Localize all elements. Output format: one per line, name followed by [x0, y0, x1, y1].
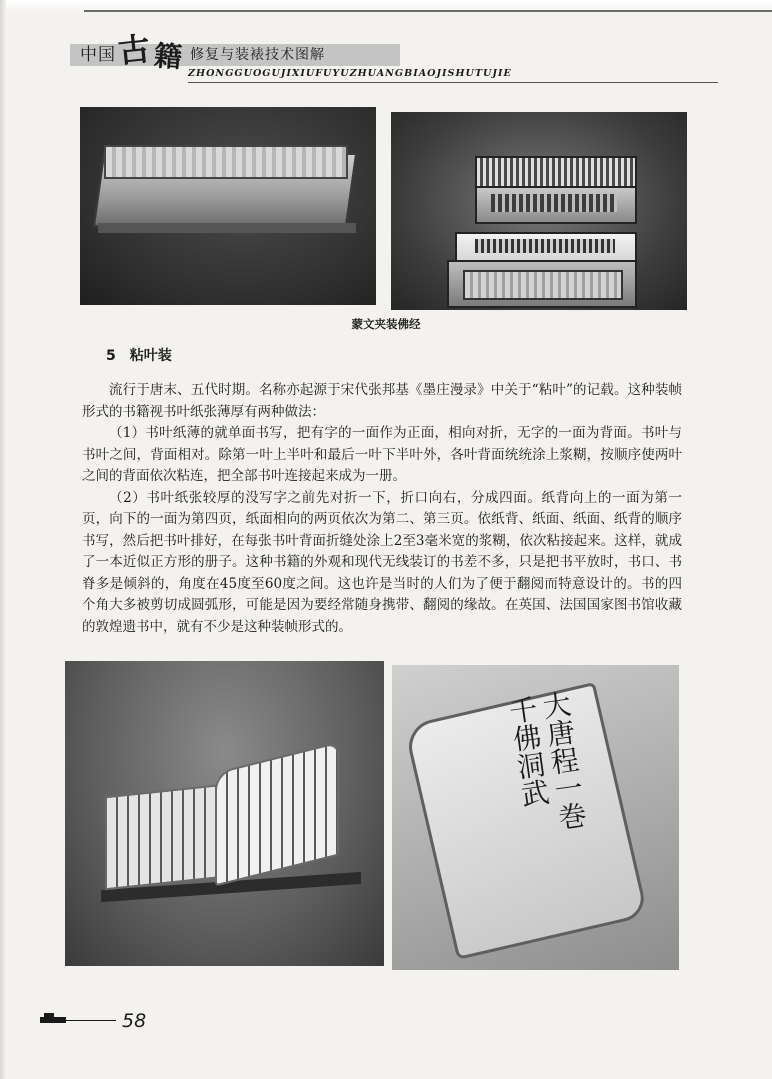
- header-ji-glyph: 籍: [152, 39, 184, 74]
- board-carved: [475, 186, 637, 224]
- photo-sutra-box: [80, 107, 376, 305]
- booklet-cover-title: 大唐程一巻 千佛洞武: [503, 688, 594, 860]
- photo-sutra-boards: [391, 112, 687, 310]
- paragraph: （1）书叶纸薄的就单面书写，把有字的一面作为正面，相向对折，无字的一面为背面。书叶与书叶之间，背面相对。除第一叶上半叶和最后一叶下半叶外，各叶背面统统涂上浆糊，按顺序使两叶之间的背面依次粘连，把全部书叶连接起来成为一册。: [82, 425, 682, 484]
- footer-rule: [66, 1020, 116, 1021]
- booklet-right-page: [215, 742, 339, 887]
- board-top-text: [475, 156, 637, 188]
- board-bottom: [447, 260, 637, 308]
- sutra-box-lid: [104, 145, 348, 179]
- header-rule: [188, 82, 718, 83]
- board-leaf-text: [475, 239, 615, 253]
- paragraph: 流行于唐末、五代时期。名称亦起源于宋代张邦基《墨庄漫录》中关于“粘叶”的记载。这种装帧形式的书籍视书叶纸张薄厚有两种做法：: [82, 382, 682, 420]
- header-china: 中国: [80, 45, 116, 65]
- board-carved-panel: [491, 194, 617, 212]
- board-bottom-panel: [463, 270, 623, 300]
- photo-closed-booklet: [392, 665, 679, 970]
- page-number: 58: [122, 1010, 147, 1032]
- footer-square: [44, 1013, 54, 1023]
- top-rule: [84, 10, 772, 12]
- header-pinyin: ZHONGGUOGUJIXIUFUYUZHUANGBIAOJISHUTUJIE: [188, 68, 512, 79]
- paragraph: （2）书叶纸张较厚的没写字之前先对折一下，折口向右，分成四面。纸背向上的一面为第一页，向下的一面为第四页，纸面相向的两页依次为第二、第三页。依纸背、纸面、纸面、纸背的顺序书写，然后把书叶排好，在每张书叶背面折缝处涂上2至3毫米宽的浆糊，依次粘接起来。这样，就成了一本近似正方形的册子。这种书籍的外观和现代无线装订的书差不多，只是把书平放时，书口、书脊多是倾斜的，角度在45度至60度之间。这也许是当时的人们为了便于翻阅而特意设计的。书的四个角大多被剪切成圆弧形，可能是因为要经常随身携带、翻阅的缘故。在英国、法国国家图书馆收藏的敦煌遗书中，就有不少是这种装帧形式的。: [82, 489, 682, 635]
- sutra-box-base: [98, 223, 356, 233]
- binding-shadow: [0, 0, 6, 1079]
- photo-open-booklet: [65, 661, 384, 966]
- section-heading: [106, 346, 172, 366]
- header-gu-glyph: 古: [116, 29, 152, 71]
- running-header: [70, 30, 720, 86]
- board-sutra-leaf: [455, 232, 637, 262]
- header-subtitle: 修复与装裱技术图解: [190, 47, 325, 63]
- section-number: 5: [106, 348, 116, 364]
- section-title: 粘叶装: [129, 348, 172, 364]
- body-text: [82, 380, 682, 638]
- figure-caption: 蒙文夹装佛经: [351, 317, 421, 331]
